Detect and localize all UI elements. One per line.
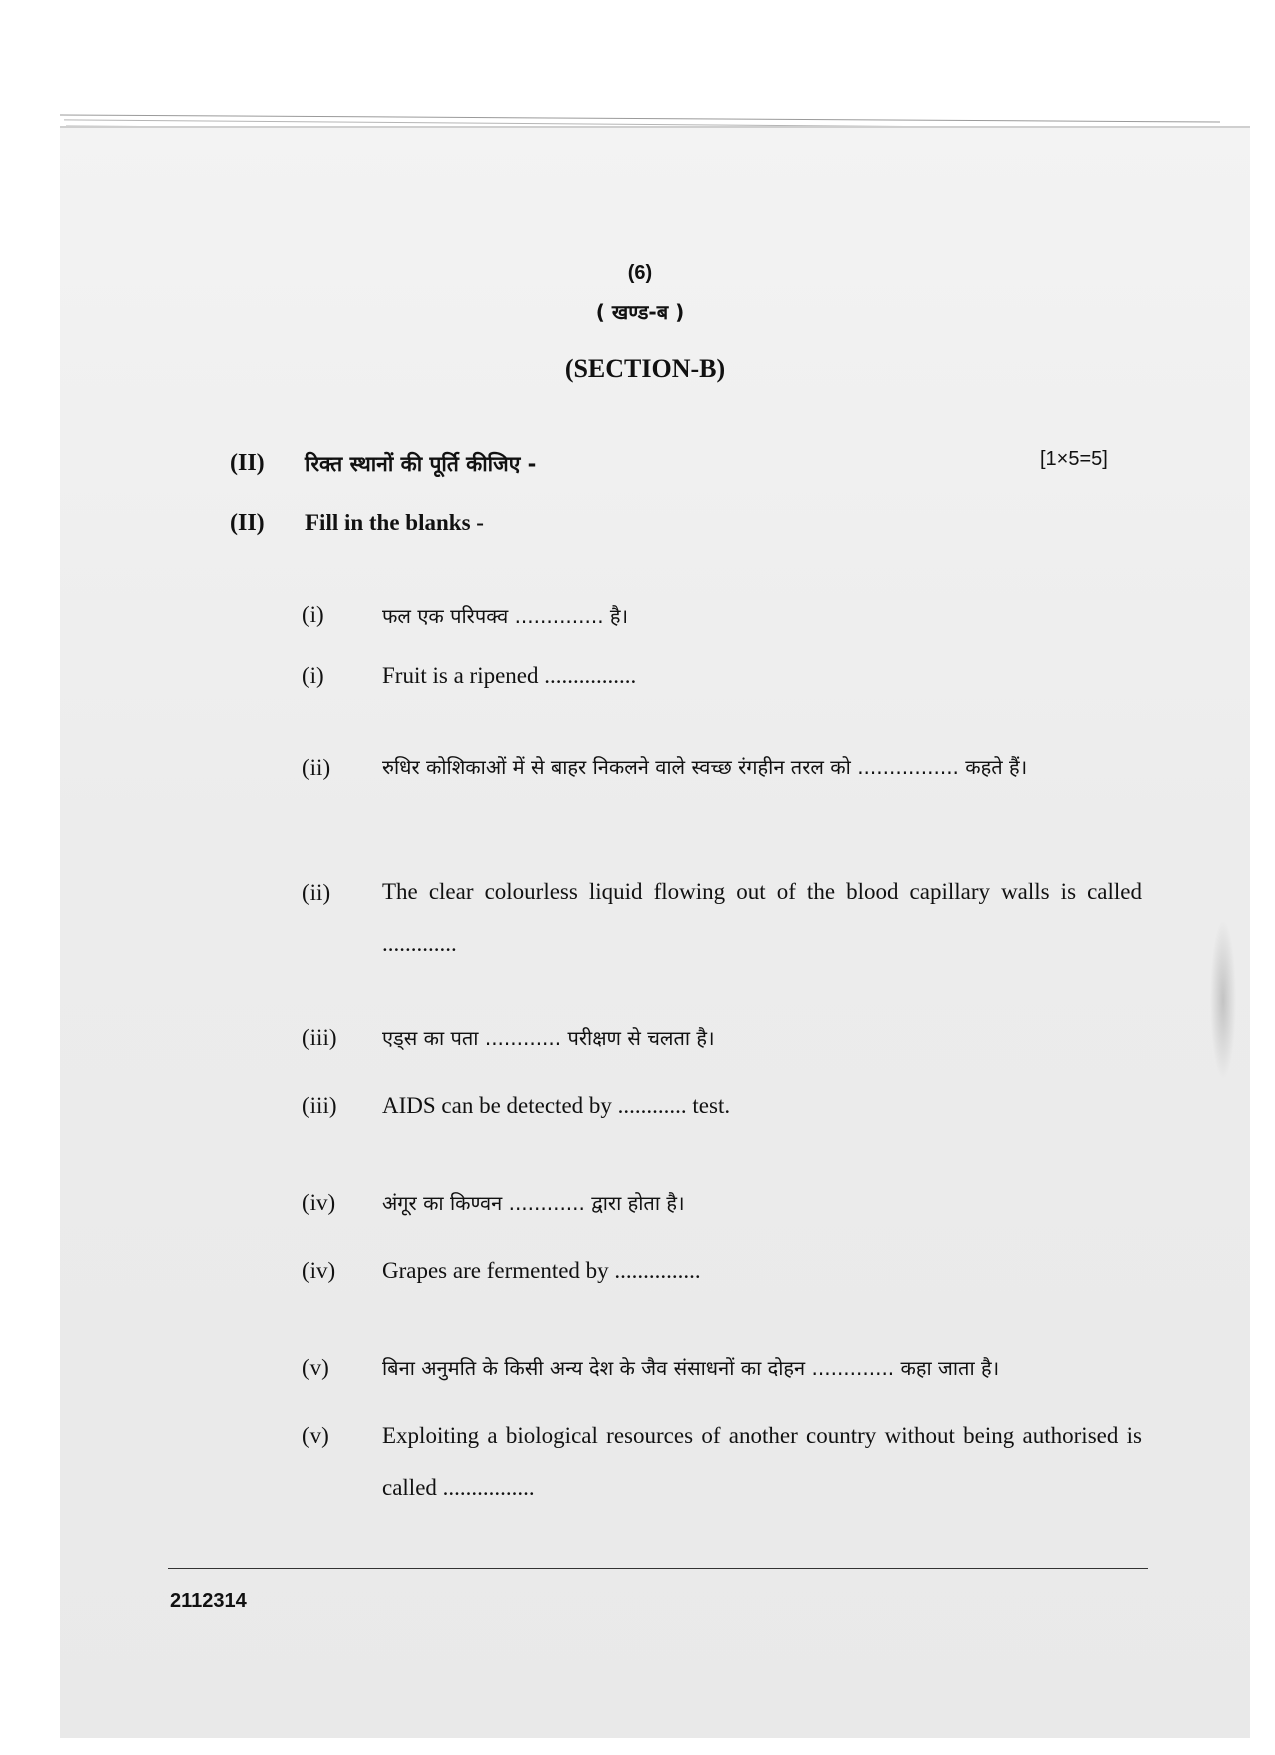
item-text-hindi: फल एक परिपक्व .............. है। xyxy=(382,604,629,628)
item-text-english: AIDS can be detected by ............ test. xyxy=(382,1093,731,1118)
item-number-english: (v) xyxy=(302,1423,329,1448)
item-text-english: Exploiting a biological resources of another country without being authorised is called ................ xyxy=(382,1423,1142,1500)
item-text-hindi: अंगूर का किण्वन ............ द्वारा होता है। xyxy=(382,1191,685,1215)
item-number-english: (iv) xyxy=(302,1258,336,1283)
item-number-hindi: (v) xyxy=(302,1355,329,1380)
question-number-hindi: (II) xyxy=(230,450,265,476)
question-title-hindi: रिक्त स्थानों की पूर्ति कीजिए - xyxy=(305,452,537,476)
question-title-english: Fill in the blanks - xyxy=(305,510,484,535)
item-text-english: Fruit is a ripened ................ xyxy=(382,663,637,688)
item-number-hindi: (ii) xyxy=(302,755,331,780)
item-text-english: The clear colourless liquid flowing out of the blood capillary walls is called ............. xyxy=(382,879,1142,956)
item-text-english: Grapes are fermented by ............... xyxy=(382,1258,701,1283)
section-title-hindi: ( खण्ड-ब ) xyxy=(595,300,685,324)
item-number-english: (i) xyxy=(302,663,324,688)
item-number-hindi: (iv) xyxy=(302,1190,336,1215)
item-text-hindi: एड्स का पता ............ परीक्षण से चलता है। xyxy=(382,1026,715,1050)
footer-divider xyxy=(168,1568,1148,1569)
question-number-english: (II) xyxy=(230,510,265,536)
page-number: (6) xyxy=(627,262,653,284)
paper-code: 2112314 xyxy=(170,1590,247,1612)
item-number-hindi: (i) xyxy=(302,602,324,627)
ink-bleed-mark xyxy=(1210,920,1236,1080)
item-number-hindi: (iii) xyxy=(302,1025,337,1050)
item-text-hindi: बिना अनुमति के किसी अन्य देश के जैव संसाधनों का दोहन ............. कहा जाता है। xyxy=(382,1356,1000,1380)
item-number-english: (ii) xyxy=(302,880,331,905)
question-marks: [1×5=5] xyxy=(1040,448,1108,470)
section-title-english: (SECTION-B) xyxy=(564,354,726,383)
item-number-english: (iii) xyxy=(302,1093,337,1118)
item-text-hindi: रुधिर कोशिकाओं में से बाहर निकलने वाले स्वच्छ रंगहीन तरल को ................ कहते हैं। xyxy=(382,755,1028,779)
